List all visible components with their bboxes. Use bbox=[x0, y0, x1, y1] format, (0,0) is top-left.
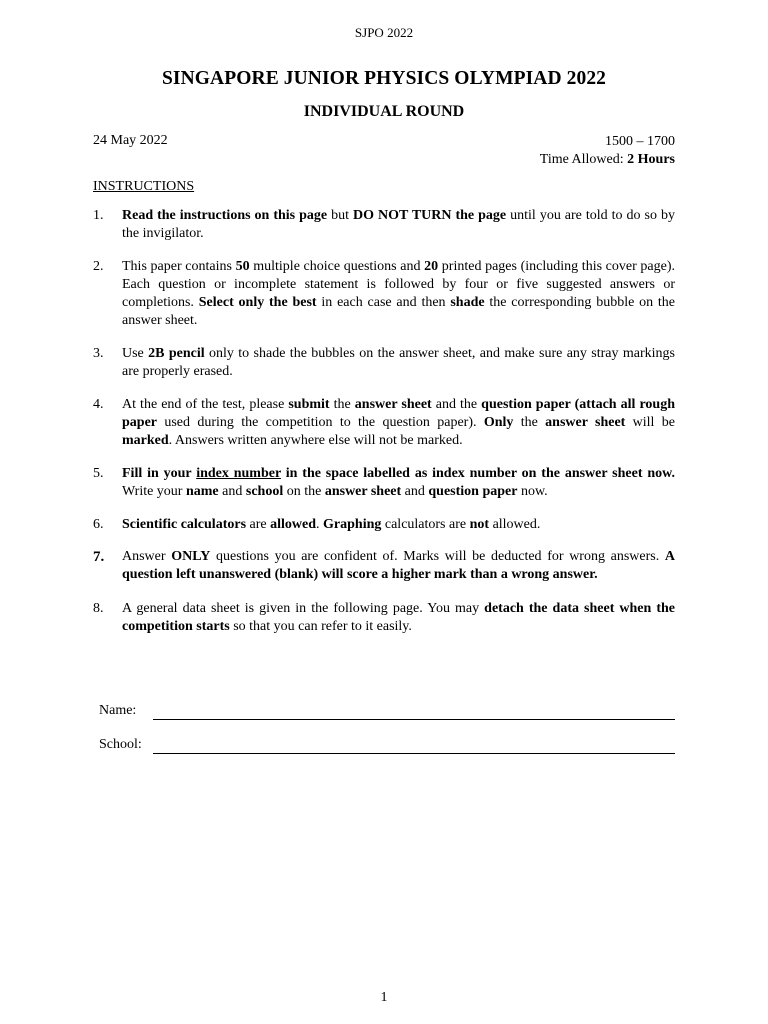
instruction-text-part: This paper contains bbox=[122, 259, 236, 274]
instruction-text-part: . bbox=[316, 517, 324, 532]
instruction-text-part: Read the instructions on this page bbox=[122, 208, 328, 223]
instruction-item bbox=[93, 600, 675, 636]
instruction-text-part: are bbox=[246, 517, 271, 532]
instruction-text-part: on the bbox=[283, 484, 325, 499]
instruction-text-part: marked bbox=[122, 433, 169, 448]
instruction-text-part: shade bbox=[450, 295, 485, 310]
school-label: School: bbox=[99, 737, 142, 752]
instruction-item bbox=[93, 258, 675, 330]
instruction-text-part: answer sheet bbox=[545, 415, 626, 430]
instruction-text-part: now. bbox=[517, 484, 548, 499]
time-allowed bbox=[540, 151, 675, 169]
instruction-text-part: calculators are bbox=[381, 517, 470, 532]
instruction-item bbox=[93, 548, 675, 584]
instruction-text-part: printed pages (including this cover page). Each question or incomplete statement is followed by four or five suggested answers or completions. bbox=[122, 259, 676, 310]
instruction-text-part: allowed bbox=[270, 517, 317, 532]
instruction-item bbox=[93, 396, 675, 450]
instruction-text-part: 2B pencil bbox=[148, 346, 205, 361]
instruction-text-part: and bbox=[401, 484, 429, 499]
instruction-text-part: . Answers written anywhere else will not be marked. bbox=[168, 433, 463, 448]
instruction-text-part: in the space labelled as index number on the answer sheet now. bbox=[280, 466, 675, 481]
instruction-text-part: school bbox=[245, 484, 284, 499]
instruction-text-part: questions you are confident of. Marks will be deducted for wrong answers. bbox=[210, 549, 665, 564]
instruction-text-part: DO NOT TURN the page bbox=[353, 208, 507, 223]
instruction-number: 8. bbox=[93, 601, 104, 616]
instruction-text bbox=[122, 396, 675, 450]
instruction-number: 2. bbox=[93, 259, 104, 274]
school-line[interactable] bbox=[153, 753, 675, 754]
instruction-text-part: allowed. bbox=[489, 517, 541, 532]
time-range: 1500 – 1700 bbox=[605, 134, 675, 149]
instruction-text-part: answer sheet bbox=[354, 397, 432, 412]
time-allowed-value: 2 Hours bbox=[627, 152, 675, 167]
instruction-text-part: the corresponding bubble on the answer sheet. bbox=[122, 295, 676, 328]
instruction-item bbox=[93, 465, 675, 501]
instruction-number: 5. bbox=[93, 466, 104, 481]
instruction-text bbox=[122, 258, 675, 330]
instruction-text-part: name bbox=[185, 484, 219, 499]
instruction-text-part: the bbox=[513, 415, 546, 430]
instruction-number: 7. bbox=[93, 549, 105, 565]
instruction-text-part: submit bbox=[288, 397, 330, 412]
instruction-text-part: ONLY bbox=[171, 549, 211, 564]
instruction-text-part: 20 bbox=[424, 259, 439, 274]
instruction-number: 4. bbox=[93, 397, 104, 412]
instruction-text-part: the bbox=[329, 397, 355, 412]
instruction-text-part: Only bbox=[483, 415, 514, 430]
instruction-text-part: question paper bbox=[428, 484, 518, 499]
name-label: Name: bbox=[99, 703, 137, 718]
instruction-text-part: multiple choice questions and bbox=[249, 259, 425, 274]
instruction-number: 6. bbox=[93, 517, 104, 532]
instruction-text bbox=[122, 207, 675, 243]
instruction-text-part: not bbox=[469, 517, 490, 532]
instruction-text-part: At the end of the test, please bbox=[122, 397, 289, 412]
instruction-text-part: index number bbox=[196, 466, 281, 481]
instruction-item bbox=[93, 207, 675, 243]
instruction-text-part: answer sheet bbox=[324, 484, 402, 499]
instruction-text-part: Answer bbox=[122, 549, 172, 564]
instruction-text-part: Write your bbox=[122, 484, 186, 499]
name-line[interactable] bbox=[153, 719, 675, 720]
instruction-text-part: so that you can refer to it easily. bbox=[229, 619, 412, 634]
time-block bbox=[540, 133, 675, 169]
instruction-text bbox=[122, 345, 675, 381]
instruction-text-part: A general data sheet is given in the following page. You may bbox=[122, 601, 485, 616]
instruction-text-part: in each case and then bbox=[316, 295, 451, 310]
page-subtitle: INDIVIDUAL ROUND bbox=[303, 103, 465, 120]
page-title: SINGAPORE JUNIOR PHYSICS OLYMPIAD 2022 bbox=[161, 68, 607, 89]
instruction-text-part: question paper (attach all rough paper bbox=[122, 397, 675, 430]
instruction-item bbox=[93, 516, 675, 534]
exam-date: 24 May 2022 bbox=[93, 133, 168, 148]
instruction-text-part: A question left unanswered (blank) will score a higher mark than a wrong answer. bbox=[122, 549, 675, 582]
page-number: 1 bbox=[380, 990, 388, 1005]
instruction-text bbox=[122, 465, 675, 501]
header-code: SJPO 2022 bbox=[354, 25, 414, 40]
instruction-text-part: and the bbox=[431, 397, 482, 412]
instruction-text-part: Fill in your bbox=[122, 466, 197, 481]
instruction-item bbox=[93, 345, 675, 381]
instruction-text-part: only to shade the bubbles on the answer sheet, and make sure any stray markings are properly erased. bbox=[122, 346, 675, 379]
instruction-text-part: Use bbox=[122, 346, 149, 361]
instruction-number: 1. bbox=[93, 208, 104, 223]
instruction-text-part: will be bbox=[625, 415, 675, 430]
instruction-text bbox=[122, 600, 675, 636]
instruction-text bbox=[122, 548, 675, 584]
instruction-text bbox=[122, 516, 675, 534]
instruction-text-part: used during the competition to the question paper). bbox=[157, 415, 484, 430]
instruction-number: 3. bbox=[93, 346, 104, 361]
instruction-text-part: but bbox=[327, 208, 353, 223]
instruction-text-part: Scientific calculators bbox=[122, 517, 247, 532]
instruction-text-part: until you are told to do so by the invigilator. bbox=[122, 208, 675, 241]
instruction-text-part: and bbox=[218, 484, 246, 499]
time-allowed-label: Time Allowed: bbox=[539, 152, 624, 167]
instruction-text-part: Select only the best bbox=[198, 295, 317, 310]
instruction-text-part: Graphing bbox=[323, 517, 382, 532]
instructions-heading: INSTRUCTIONS bbox=[93, 179, 195, 194]
instruction-text-part: detach the data sheet when the competition starts bbox=[122, 601, 675, 634]
instruction-text-part: 50 bbox=[235, 259, 250, 274]
